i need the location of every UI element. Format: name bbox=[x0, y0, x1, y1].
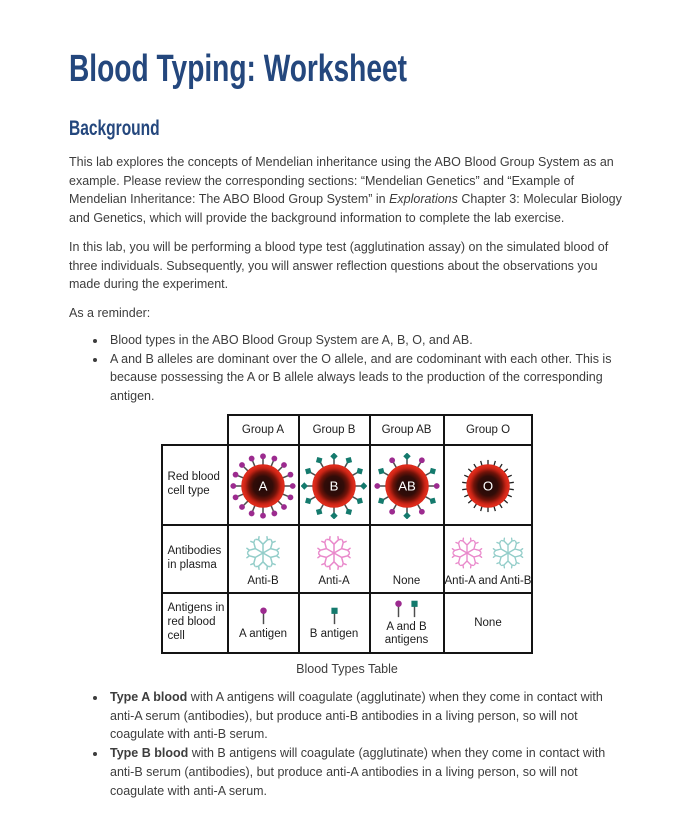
blood-types-figure bbox=[69, 414, 625, 676]
antigen-pin-b-icon bbox=[408, 599, 421, 619]
list-item: • Blood types in the ABO Blood Group System are A, B, O, and AB. bbox=[107, 331, 625, 350]
blood-cell-b-illustration bbox=[301, 453, 367, 519]
list-item: • A and B alleles are dominant over the O allele, and are codominant with each other. This is because possessing the A or B allele always leads to the production of the corresponding antigen. bbox=[107, 350, 625, 406]
paragraph-reminder-lead: As a reminder: bbox=[69, 306, 151, 321]
antibody-art bbox=[229, 531, 298, 575]
list-item bbox=[107, 688, 625, 744]
reminder-list bbox=[69, 331, 625, 406]
antibody-label: Anti-A and Anti-B bbox=[444, 574, 532, 587]
antibody-cluster-teal-icon bbox=[488, 533, 528, 573]
blood-cell-o-letter: O bbox=[482, 478, 494, 494]
antibody-cluster-pink-icon bbox=[311, 531, 357, 575]
table-header-row bbox=[162, 415, 533, 445]
section-heading-background bbox=[69, 116, 625, 141]
cell-group-b-antibodies bbox=[299, 525, 370, 593]
antibody-cluster-teal-icon bbox=[240, 531, 286, 575]
blood-types-table bbox=[161, 414, 534, 654]
figure-caption: Blood Types Table bbox=[296, 661, 398, 676]
paragraph-intro-italic-title: Explorations bbox=[389, 192, 458, 207]
antigen-art bbox=[229, 605, 298, 626]
cell-group-o-antibodies bbox=[444, 525, 533, 593]
type-b-text: with B antigens will coagulate (agglutinate) when they come in contact with anti-B serum (antibodies), but produce anti-A antibodies in a living person, so will not coagulate with anti-A serum. bbox=[110, 746, 606, 798]
antigen-label: A antigen bbox=[239, 627, 287, 640]
cell-group-o-rbc bbox=[444, 445, 533, 525]
blood-cell-ab-letter: AB bbox=[397, 478, 416, 494]
row-label-antigens: Antigens in red blood cell bbox=[162, 593, 228, 653]
cell-group-b-antigens bbox=[299, 593, 370, 653]
paragraph-intro bbox=[69, 153, 625, 228]
antigen-pin-a-icon bbox=[257, 606, 270, 626]
antibody-label: Anti-A bbox=[318, 574, 350, 587]
cell-group-ab-antigens bbox=[370, 593, 444, 653]
blood-cell-a-illustration bbox=[230, 453, 296, 519]
paragraph-lab-overview: In this lab, you will be performing a blood type test (agglutination assay) on the simulated blood of three individuals. Subsequently, you will answer reflection questions about the observations you made during the experiment. bbox=[69, 239, 609, 292]
table-row-antibodies-in-plasma bbox=[162, 525, 533, 593]
antibody-art bbox=[300, 531, 369, 575]
cell-group-b-rbc bbox=[299, 445, 370, 525]
table-corner-blank bbox=[162, 415, 228, 445]
cell-group-a-antigens bbox=[228, 593, 299, 653]
paragraph-intro-start: This lab explores the concepts of Mendelian inheritance using the ABO Blood Group System as an example. Please review the corresponding sections: “Mendelian Genetics” and “Example of Mendelian Inheritance: The ABO Blood Group System” in bbox=[69, 154, 614, 207]
cell-group-ab-antibodies bbox=[370, 525, 444, 593]
cell-group-a-antibodies bbox=[228, 525, 299, 593]
type-blood-list bbox=[69, 688, 625, 801]
antibody-cluster-pink-icon bbox=[447, 533, 487, 573]
table-row-red-blood-cell-type bbox=[162, 445, 533, 525]
cell-group-o-antigens bbox=[444, 593, 533, 653]
blood-cell-a-letter: A bbox=[258, 478, 268, 494]
type-a-bold-lead: Type A blood bbox=[110, 689, 188, 704]
type-a-text: with A antigens will coagulate (agglutinate) when they come in contact with anti-A serum (antibodies), but produce anti-B antibodies in a living person, so will not coagulate with anti-B serum. bbox=[110, 689, 603, 742]
antigen-pin-a-icon bbox=[392, 599, 405, 619]
antibody-art-empty bbox=[371, 531, 443, 575]
blood-cell-ab-illustration bbox=[374, 453, 440, 519]
antigen-art bbox=[300, 605, 369, 626]
antibody-label: Anti-B bbox=[247, 574, 279, 587]
document-title-text: Blood Typing: Worksheet bbox=[69, 48, 407, 90]
table-row-antigens-in-red-blood-cell bbox=[162, 593, 533, 653]
blood-cell-b-letter: B bbox=[329, 478, 339, 494]
antibody-art bbox=[445, 531, 532, 575]
antigen-label: None bbox=[474, 617, 502, 630]
document-title bbox=[69, 48, 625, 92]
type-b-bold-lead: Type B blood bbox=[110, 746, 189, 761]
paragraph-intro-end: Chapter 3: Molecular Biology and Genetics, which will provide the background information to complete the lab exercise. bbox=[69, 192, 622, 226]
blood-cell-o-illustration bbox=[455, 453, 521, 519]
antibody-label: None bbox=[392, 574, 421, 587]
list-item bbox=[107, 744, 625, 800]
antigen-pin-b-icon bbox=[328, 606, 341, 626]
cell-group-a-rbc bbox=[228, 445, 299, 525]
antigen-label: B antigen bbox=[309, 627, 359, 640]
section-heading-text: Background bbox=[69, 116, 160, 140]
col-header-group-a: Group A bbox=[228, 415, 299, 445]
row-label-antibodies-in-plasma: Antibodies in plasma bbox=[162, 525, 228, 593]
cell-group-ab-rbc bbox=[370, 445, 444, 525]
row-label-red-blood-cell-type: Red blood cell type bbox=[162, 445, 228, 525]
col-header-group-o: Group O bbox=[444, 415, 533, 445]
col-header-group-b: Group B bbox=[299, 415, 370, 445]
antigen-label: A and B antigens bbox=[384, 621, 429, 647]
col-header-group-ab: Group AB bbox=[370, 415, 444, 445]
antigen-art bbox=[371, 598, 443, 619]
